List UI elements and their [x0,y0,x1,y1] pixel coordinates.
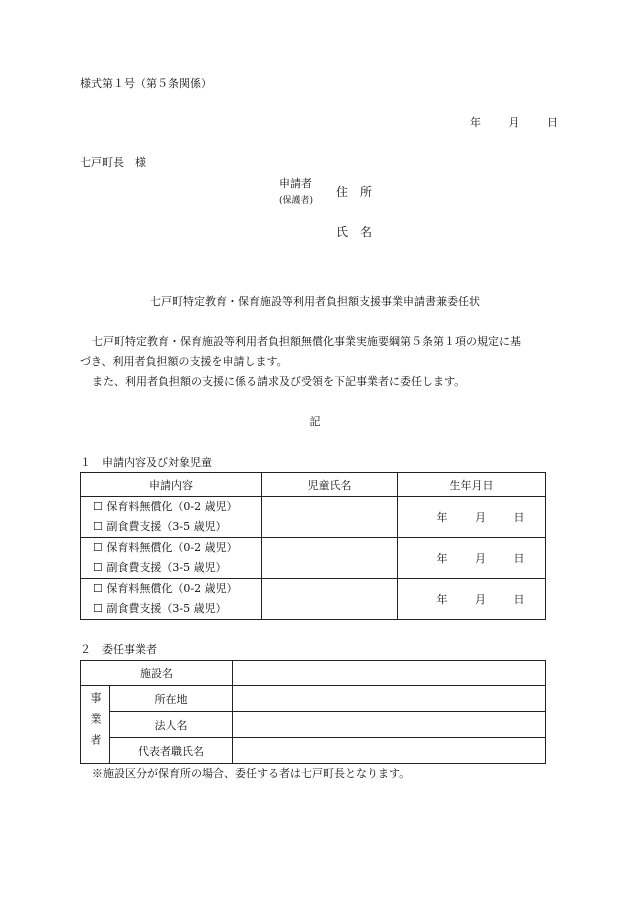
checkbox-childcare-free[interactable]: ☐ 保育料無償化（0-2 歳児） [93,582,238,595]
birth-month: 月 [475,593,486,606]
applicant-label: 申請者 [279,177,312,190]
date-day: 日 [547,116,558,129]
table-header-row [81,473,546,497]
birthdate-field[interactable] [398,538,546,579]
birthdate-field[interactable] [398,497,546,538]
section2-heading: ２ 委任事業者 [80,643,157,656]
birth-year: 年 [436,552,448,565]
table-row [81,738,546,764]
birth-day: 日 [513,593,525,606]
child-name-field[interactable] [262,497,398,538]
checkbox-meal-support[interactable]: ☐ 副食費支援（3-5 歳児） [93,561,227,574]
body-paragraph-1-line-2: づき、利用者負担額の支援を申請します。 [80,355,288,368]
checkbox-childcare-free[interactable]: ☐ 保育料無償化（0-2 歳児） [93,541,238,554]
child-name-field[interactable] [262,538,398,579]
facility-name-label: 施設名 [81,661,233,686]
column-header-application: 申請内容 [81,473,262,497]
name-label: 氏 名 [336,225,373,239]
section1-heading: １ 申請内容及び対象児童 [80,456,212,469]
representative-label: 代表者職氏名 [110,738,233,764]
birthdate-field[interactable] [398,579,546,620]
birth-month: 月 [475,511,486,524]
table-row [81,579,546,620]
column-header-child-name: 児童氏名 [262,473,398,497]
location-field[interactable] [233,686,546,712]
corporation-label: 法人名 [110,712,233,738]
facility-name-field[interactable] [233,661,546,686]
application-options [81,579,262,620]
application-options [81,538,262,579]
birth-day: 日 [513,511,525,524]
applicant-sublabel: (保護者) [279,196,314,206]
checkbox-childcare-free[interactable]: ☐ 保育料無償化（0-2 歳児） [93,500,238,513]
checkbox-meal-support[interactable]: ☐ 副食費支援（3-5 歳児） [93,602,227,615]
table-row [81,497,546,538]
birth-month: 月 [475,552,486,565]
table-row [81,712,546,738]
document-title: 七戸町特定教育・保育施設等利用者負担額支援事業申請書兼委任状 [150,295,480,308]
form-number: 様式第１号（第５条関係） [80,77,212,90]
delegation-note: ※施設区分が保育所の場合、委任する者は七戸町長となります。 [92,767,411,780]
application-table [80,472,546,620]
addressee: 七戸町長 様 [80,156,146,169]
birth-year: 年 [436,511,448,524]
child-name-field[interactable] [262,579,398,620]
location-label: 所在地 [110,686,233,712]
date-year: 年 [470,116,481,129]
table-row [81,686,546,712]
table-row [81,538,546,579]
date-month: 月 [508,116,520,129]
corporation-field[interactable] [233,712,546,738]
column-header-birthdate: 生年月日 [398,473,546,497]
checkbox-meal-support[interactable]: ☐ 副食費支援（3-5 歳児） [93,520,227,533]
delegate-table [80,660,546,764]
address-label: 住 所 [336,185,373,199]
business-label: 事業者 [89,691,102,755]
birth-year: 年 [436,593,448,606]
application-options [81,497,262,538]
business-label-cell [81,686,110,764]
birth-day: 日 [513,552,525,565]
date-line [470,117,558,128]
table-row [81,661,546,686]
body-paragraph-2: また、利用者負担額の支援に係る請求及び受領を下記事業者に委任します。 [92,375,466,388]
representative-field[interactable] [233,738,546,764]
body-paragraph-1-line-1: 七戸町特定教育・保育施設等利用者負担額無償化事業実施要綱第５条第１項の規定に基 [92,335,521,348]
ki-heading: 記 [309,415,321,428]
